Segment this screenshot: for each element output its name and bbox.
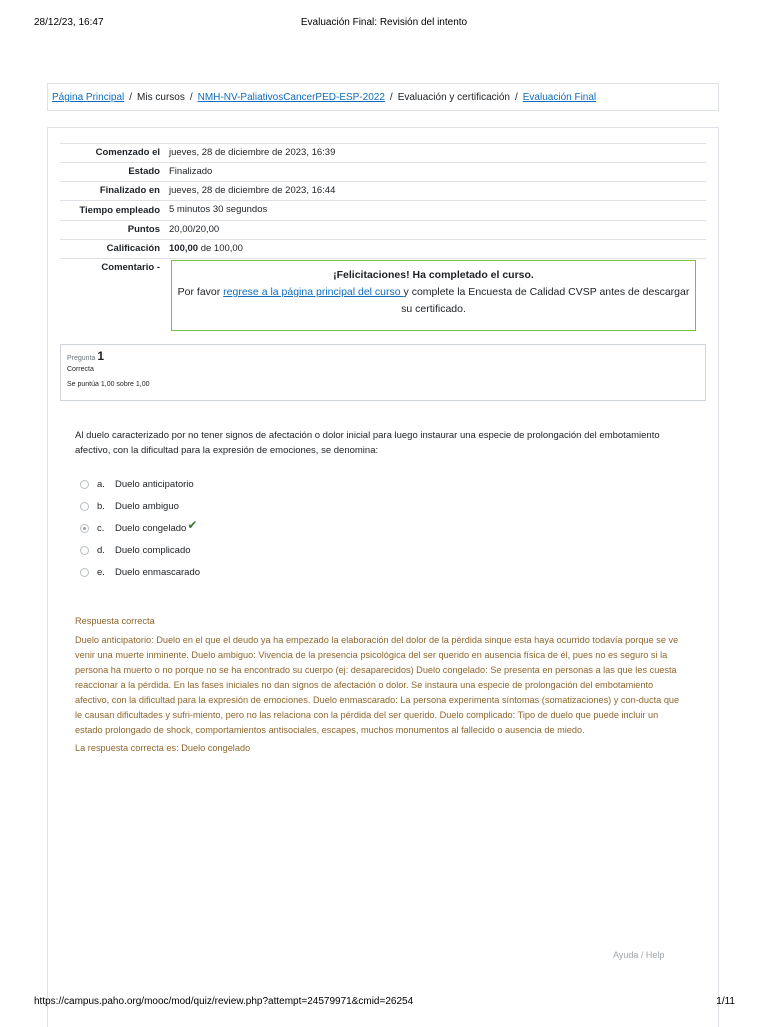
- answer-options: [80, 473, 580, 583]
- finished-label: Finalizado en: [60, 182, 165, 201]
- question-info-box: [60, 344, 706, 401]
- question-grade: Se puntúa 1,00 sobre 1,00: [67, 381, 150, 388]
- grade-value-rest: de 100,00: [198, 243, 243, 254]
- breadcrumb-quiz-link[interactable]: Evaluación Final: [522, 92, 597, 103]
- option-text: Duelo complicado: [115, 544, 191, 556]
- radio-b[interactable]: [80, 502, 89, 511]
- time-label: Tiempo empleado: [60, 201, 165, 221]
- breadcrumb-separator: /: [389, 92, 393, 103]
- points-value: 20,00/20,00: [165, 221, 706, 240]
- answer-option-d[interactable]: [80, 539, 580, 561]
- feedback-text-after: y complete la Encuesta de Calidad CVSP antes de descargar su certificado.: [401, 286, 690, 315]
- points-label: Puntos: [60, 221, 165, 240]
- feedback-text-before: Por favor: [177, 286, 224, 298]
- summary-row-started: [60, 144, 706, 163]
- breadcrumb-separator: /: [129, 92, 133, 103]
- overall-feedback-box: [171, 260, 696, 331]
- option-text: Duelo ambiguo: [115, 500, 179, 512]
- feedback-result-heading: Respuesta correcta: [75, 616, 155, 626]
- print-url: https://campus.paho.org/mooc/mod/quiz/review.php?attempt=24579971&cmid=26254: [34, 996, 414, 1007]
- help-link[interactable]: Ayuda / Help: [613, 950, 665, 960]
- finished-value: jueves, 28 de diciembre de 2023, 16:44: [165, 182, 706, 201]
- radio-d[interactable]: [80, 546, 89, 555]
- started-label: Comenzado el: [60, 144, 165, 163]
- answer-option-e[interactable]: [80, 561, 580, 583]
- summary-row-state: [60, 163, 706, 182]
- print-date: 28/12/23, 16:47: [34, 17, 104, 28]
- option-letter: a.: [97, 478, 105, 490]
- print-footer: [0, 996, 768, 1010]
- summary-row-points: [60, 221, 706, 240]
- question-state: Correcta: [67, 366, 94, 373]
- question-number: [67, 349, 699, 363]
- grade-label: Calificación: [60, 240, 165, 259]
- comment-label: Comentario -: [60, 259, 165, 338]
- radio-e[interactable]: [80, 568, 89, 577]
- breadcrumb-my-courses: Mis cursos: [137, 92, 185, 103]
- started-value: jueves, 28 de diciembre de 2023, 16:39: [165, 144, 706, 163]
- general-feedback: Duelo anticipatorio: Duelo en el que el deudo ya ha empezado la elaboración del dolor de la pérdida sinque esta haya ocurrido todavía porque se ve venir una muerte inminente. Duelo ambiguo: Vivencia de la presencia psicológica del ser querido en ausencia física de él, pues no es seguro si la persona ha muerto o no porque no se ha encontrado su cuerpo (ej: desaparecidos) Duelo congelado: Se presenta en personas a las que les cuesta reaccionar a la pérdida. En las fases iniciales no dan signos de afectación o dolor. Se instaura una especie de prolongación del embotamiento afectivo, con la dificultad para la expresión de emociones. Duelo enmascarado: La persona experimenta síntomas (somatizaciones) y con-ducta que le causan dificultades y sufri-miento, pero no las relaciona con la pérdida del ser querido. Duelo complicado: Tipo de duelo que puede incluir un estado prolongado de shock, comportamientos antisociales, escapes, muchos monumentos al fallecido o ausencia de miedo.: [75, 635, 680, 735]
- print-page-number: 1/11: [716, 996, 735, 1007]
- grade-value-bold: 100,00: [169, 243, 199, 254]
- breadcrumb-home-link[interactable]: Página Principal: [52, 92, 125, 103]
- question-text: Al duelo caracterizado por no tener signos de afectación o dolor inicial para luego instaurar una especie de prolongación del embotamiento afectivo, con la dificultad para la expresión de emociones, se denomina:: [75, 430, 660, 456]
- breadcrumb-separator: /: [189, 92, 193, 103]
- option-letter: c.: [97, 522, 105, 534]
- time-value: 5 minutos 30 segundos: [165, 201, 706, 221]
- check-icon: ✔: [187, 518, 198, 532]
- breadcrumb-section: Evaluación y certificación: [397, 92, 510, 103]
- breadcrumb-course-link[interactable]: NMH-NV-PaliativosCancerPED-ESP-2022: [197, 92, 385, 103]
- summary-row-time: [60, 201, 706, 221]
- breadcrumb-separator: /: [514, 92, 518, 103]
- state-label: Estado: [60, 163, 165, 182]
- option-text: Duelo congelado: [115, 522, 187, 534]
- answer-feedback: [75, 614, 680, 756]
- print-title: Evaluación Final: Revisión del intento: [300, 17, 468, 28]
- question-number-value: 1: [97, 349, 105, 363]
- summary-row-grade: [60, 240, 706, 259]
- answer-option-a[interactable]: [80, 473, 580, 495]
- option-letter: d.: [97, 544, 105, 556]
- answer-option-c[interactable]: [80, 517, 580, 539]
- answer-option-b[interactable]: [80, 495, 580, 517]
- right-answer: La respuesta correcta es: Duelo congelado: [75, 743, 251, 753]
- summary-row-finished: [60, 182, 706, 201]
- state-value: Finalizado: [165, 163, 706, 182]
- option-letter: b.: [97, 500, 105, 512]
- feedback-heading: ¡Felicitaciones! Ha completado el curso.: [333, 269, 534, 281]
- option-text: Duelo anticipatorio: [115, 478, 194, 490]
- option-letter: e.: [97, 566, 105, 578]
- radio-c[interactable]: [80, 524, 89, 533]
- breadcrumb: [47, 83, 719, 111]
- radio-a[interactable]: [80, 480, 89, 489]
- feedback-text: [172, 284, 695, 318]
- course-home-link[interactable]: regrese a la página principal del curso: [223, 286, 404, 298]
- grade-value: [165, 240, 706, 259]
- option-text: Duelo enmascarado: [115, 566, 201, 578]
- print-header: [0, 17, 768, 31]
- question-number-label: Pregunta: [67, 355, 96, 362]
